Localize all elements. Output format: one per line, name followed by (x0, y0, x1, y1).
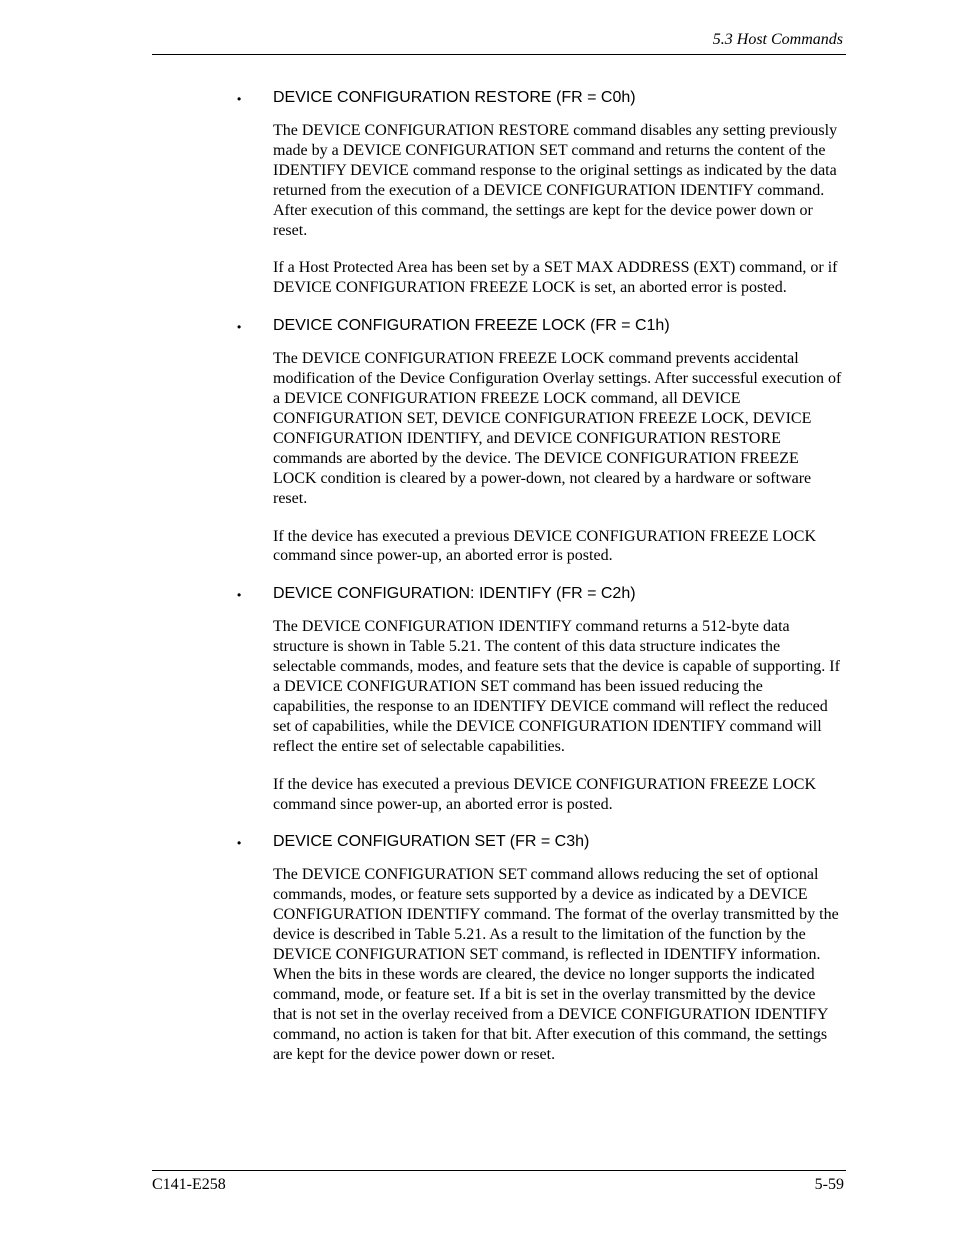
heading-text: DEVICE CONFIGURATION RESTORE (FR = C0h) (273, 89, 636, 106)
page-number: 5-59 (814, 1176, 844, 1193)
section-heading (237, 584, 846, 604)
paragraph: The DEVICE CONFIGURATION IDENTIFY command returns a 512-byte data structure is shown in Table 5.21. The content of this data structure indicates the selectable commands, modes, and feature sets that the device is capable of supporting. If a DEVICE CONFIGURATION SET command has been issued reducing the capabilities, the response to an IDENTIFY DEVICE command will reflect the reduced set of capabilities, while the DEVICE CONFIGURATION IDENTIFY command will reflect the entire set of selectable capabilities. (273, 618, 840, 755)
paragraph: The DEVICE CONFIGURATION SET command allows reducing the set of optional commands, modes, or feature sets supported by a device as indicated by a DEVICE CONFIGURATION IDENTIFY command. The format of the overlay transmitted by the device is described in Table 5.21. As a result to the limitation of the function by the DEVICE CONFIGURATION SET command, is reflected in IDENTIFY information. When the bits in these words are cleared, the device no longer supports the indicated command, mode, or feature set. If a bit is set in the overlay transmitted by the device that is not set in the overlay received from a DEVICE CONFIGURATION IDENTIFY command, no action is taken for that bit. After execution of this command, the settings are kept for the device power down or reset. (273, 866, 839, 1063)
bullet-icon: • (237, 588, 242, 603)
page-content (237, 88, 846, 1083)
section-freeze-lock (237, 316, 846, 566)
paragraph: If the device has executed a previous DEVICE CONFIGURATION FREEZE LOCK command since power-up, an aborted error is posted. (273, 775, 816, 813)
section-identify (237, 584, 846, 814)
section-heading (237, 88, 846, 108)
heading-text: DEVICE CONFIGURATION SET (FR = C3h) (273, 833, 590, 851)
heading-text: DEVICE CONFIGURATION: IDENTIFY (FR = C2h) (273, 585, 636, 603)
paragraph: The DEVICE CONFIGURATION FREEZE LOCK command prevents accidental modification of the Device Configuration Overlay settings. After successful execution of a DEVICE CONFIGURATION FREEZE LOCK command, all DEVICE CONFIGURATION SET, DEVICE CONFIGURATION FREEZE LOCK, DEVICE CONFIGURATION IDENTIFY, and DEVICE CONFIGURATION RESTORE commands are aborted by the device. The DEVICE CONFIGURATION FREEZE LOCK condition is cleared by a power-down, not cleared by a hardware or software reset. (273, 350, 842, 507)
header-section-title: 5.3 Host Commands (712, 31, 843, 48)
section-heading (237, 832, 846, 852)
bullet-icon: • (237, 320, 242, 335)
section-restore (237, 88, 846, 298)
section-set (237, 832, 846, 1064)
paragraph: If the device has executed a previous DEVICE CONFIGURATION FREEZE LOCK command since power-up, an aborted error is posted. (273, 527, 816, 565)
paragraph: The DEVICE CONFIGURATION RESTORE command disables any setting previously made by a DEVICE CONFIGURATION SET command and returns the content of the IDENTIFY DEVICE command response to the original settings as indicated by the data returned from the execution of a DEVICE CONFIGURATION IDENTIFY command. After execution of this command, the settings are kept for the device power down or reset. (273, 122, 838, 239)
page-footer (152, 1170, 846, 1194)
bullet-icon: • (237, 836, 242, 851)
section-heading (237, 316, 846, 336)
page-header (152, 31, 846, 55)
document-id: C141-E258 (152, 1176, 226, 1193)
bullet-icon: • (237, 92, 242, 106)
paragraph: If a Host Protected Area has been set by a SET MAX ADDRESS (EXT) command, or if DEVICE CONFIGURATION FREEZE LOCK is set, an aborted error is posted. (273, 259, 838, 297)
heading-text: DEVICE CONFIGURATION FREEZE LOCK (FR = C1h) (273, 317, 670, 335)
